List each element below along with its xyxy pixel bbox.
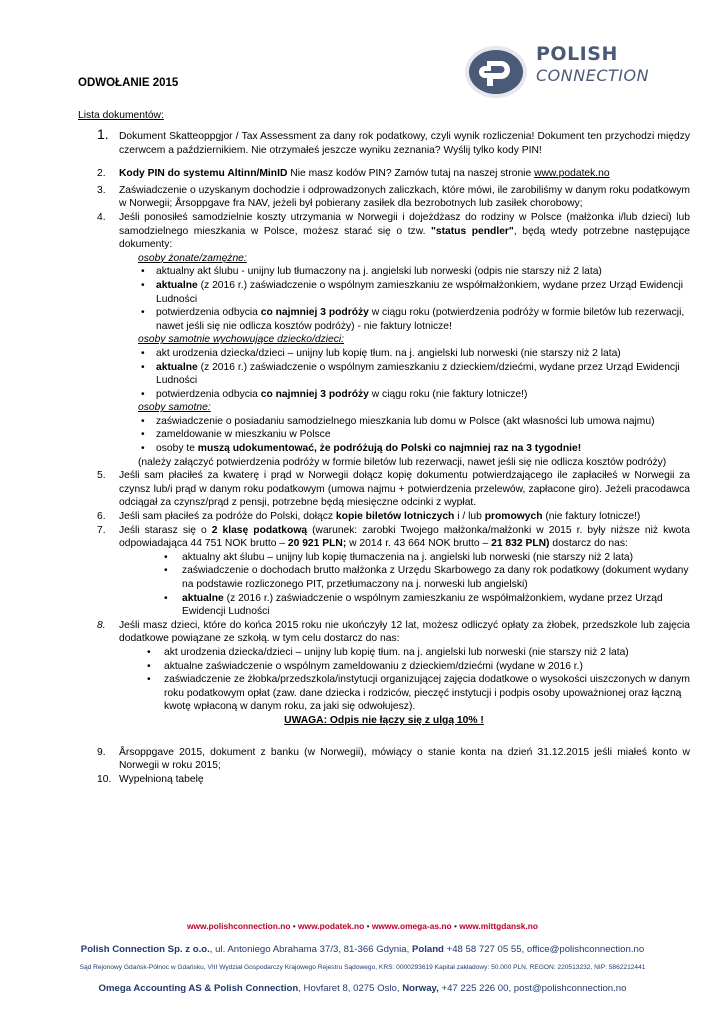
- item-number: 4.: [97, 211, 106, 223]
- bullet-item: [78, 428, 690, 442]
- bullet-text: potwierdzenia odbycia: [156, 307, 261, 319]
- footer-country: Poland: [411, 944, 444, 955]
- bullet-item: [78, 660, 690, 674]
- list-item: [78, 211, 690, 252]
- item-text: Dokument Skatteoppgjor / Tax Assessment za dany rok podatkowy, czyli wynik rozliczenia! Dokument ten przychodzi między czerwcem a październikiem. Nie otrzymałeś jeszcze wyniku zeznania? Wyślij tylko kody PIN!: [119, 131, 690, 156]
- item-text-bold: "status pendler": [430, 225, 514, 237]
- bullet-text: zaświadczenie o dochodach brutto małżonka z Urzędu Skarbowego za dany rok podatkowy (dokument wydany na podstawie rozliczonego PIT, przetłumaczony na j. norweski lub angielski): [182, 565, 689, 590]
- item-number: 8.: [97, 619, 106, 631]
- item-text-bold: 2 klasę podatkową: [211, 524, 308, 536]
- list-item: [78, 184, 690, 211]
- bullet-text-bold: aktualne: [156, 361, 198, 373]
- bullet-text: akt urodzenia dziecka/dzieci – unijny lub kopię tłum. na j. angielski lub norweski (nie starszy niż 2 lata): [164, 646, 629, 658]
- footer-link[interactable]: www.polishconnection.no: [187, 921, 291, 931]
- footer-link[interactable]: wwww.omega-as.no: [371, 921, 452, 931]
- item-number: 2.: [97, 168, 106, 180]
- item-text: w 2014 r. 43 664 NOK brutto –: [346, 538, 492, 550]
- item-text-bold: kopie biletów lotniczych: [335, 511, 455, 523]
- separator: •: [366, 921, 370, 931]
- logo-text-polish: POLISH: [536, 43, 618, 65]
- list-item: [78, 469, 690, 510]
- list-item: [78, 773, 690, 787]
- separator: •: [292, 921, 296, 931]
- document-list: [78, 126, 690, 786]
- item-text: Jeśli sam płaciłeś za kwaterę i prąd w Norwegii dołącz kopię dokumentu potwierdzającego ile zapłaciłeś w Norwegii za czynsz lub/i prąd w danym roku podatkowym (umowa najmu + potwierdzenia przelewów, zapłacone giro). Jeżeli pracodawca odciągał za czynsz/prąd z pensji, potrzebne będą miesięczne odcinki z wypłat.: [119, 470, 690, 509]
- bullet-item: [78, 551, 690, 565]
- bullet-item: [78, 592, 690, 619]
- item-text: Jeśli masz dzieci, które do końca 2015 roku nie ukończyły 12 lat, możesz odliczyć opłaty za żłobek, przedszkole lub zajęcia dodatkowe powiązane ze szkołą. w tym celu dostarcz do nas:: [119, 619, 690, 645]
- subheading-single-parents: osoby samotnie wychowujące dziecko/dzieci:: [138, 334, 345, 346]
- bullet-text: (z 2016 r.) zaświadczenie o wspólnym zamieszkaniu z dzieckiem/dziećmi, wydane przez Urząd Ewidencji Ludności: [156, 361, 680, 387]
- item-number: 3.: [97, 184, 106, 196]
- list-item: [78, 619, 690, 646]
- list-item: [78, 167, 690, 181]
- bullet-text: aktualny akt ślubu - unijny lub tłumaczony na j. angielski lub norweski (odpis nie starszy niż 2 lata): [156, 266, 602, 278]
- bullet-item: [78, 415, 690, 429]
- separator: •: [453, 921, 457, 931]
- bullet-text-bold: co najmniej 3 podróży: [260, 388, 369, 400]
- bullet-text: w ciągu roku (potwierdzenia podróży w formie biletów lub rezerwacji, nawet jeśli się nie odlicza kosztów podróży) - nie faktury lotnicze!: [156, 307, 685, 332]
- bullet-text-bold: muszą udokumentować, że podróżują do Polski co najmniej raz na 3 tygodnie!: [197, 443, 582, 455]
- page-title: ODWOŁANIE 2015: [78, 77, 179, 89]
- item-text: Årsoppgave 2015, dokument z banku (w Norwegii), mówiący o stanie konta na dzień 31.12.2015 jeśli miałeś konto w Norwegii w roku 2015;: [119, 746, 690, 772]
- footer-company: Omega Accounting AS & Polish Connection: [98, 983, 299, 994]
- bullet-item: [78, 564, 690, 591]
- bullet-item: [78, 265, 690, 279]
- item-text-bold: promowych: [484, 511, 543, 523]
- footer-registry: Sąd Rejonowy Gdańsk-Północ w Gdańsku, VIII Wydział Gospodarczy Krajowego Rejestru Sądowego, KRS: 0000293619 Kapitał zakładowy: 50.000 PLN, REGON: 220513232, NIP: 5862212441: [79, 964, 646, 971]
- item-text: dostarcz do nas:: [549, 538, 628, 550]
- bullet-text-bold: co najmniej 3 podróży: [260, 307, 369, 319]
- list-header: Lista dokumentów:: [78, 110, 164, 121]
- item-number: 6.: [97, 511, 106, 523]
- list-item: [78, 524, 690, 551]
- travel-note: (należy załączyć potwierdzenia podróży w formie biletów lub rezerwacji, nawet jeśli się nie odlicza kosztów podróży): [138, 456, 667, 468]
- item-text: , będą wtedy potrzebne następujące dokumenty:: [119, 225, 690, 251]
- bullet-text-bold: aktualne: [182, 592, 224, 604]
- cp-logo-icon: [463, 44, 529, 100]
- footer-address-poland: [0, 943, 725, 957]
- list-item: [78, 126, 690, 157]
- subheading-singles: osoby samotne:: [138, 402, 211, 414]
- item-number: 9.: [97, 746, 106, 758]
- item-number: 1.: [97, 126, 109, 142]
- item-number: 10.: [97, 773, 112, 785]
- bullet-text: osoby te: [156, 443, 198, 455]
- item-text: Jeśli sam płaciłeś za podróże do Polski, dołącz: [119, 511, 336, 523]
- bullet-item: [78, 361, 690, 388]
- footer-link[interactable]: www.podatek.no: [298, 921, 365, 931]
- podatek-link[interactable]: www.podatek.no: [534, 168, 610, 180]
- item-text: (nie faktury lotnicze!): [542, 511, 641, 523]
- footer-text: , Hovfaret 8, 0275 Oslo,: [298, 983, 403, 994]
- footer-text: , ul. Antoniego Abrahama 37/3, 81-366 Gdynia,: [209, 944, 412, 955]
- bullet-item: [78, 347, 690, 361]
- bullet-text-bold: aktualne: [156, 279, 198, 291]
- bullet-text: aktualne zaświadczenie o wspólnym zameldowaniu z dzieckiem/dziećmi (wydane w 2016 r.): [164, 660, 583, 672]
- item-text: (warunek: zarobki Twojego małżonka/małżonki w 2015 r. były niższe niż kwota odpowiadająca 44 751 NOK brutto –: [119, 524, 690, 550]
- bullet-text: potwierdzenia odbycia: [156, 388, 261, 400]
- bullet-text: zaświadczenie ze żłobka/przedszkola/instytucji organizującej zajęcia dodatkowe o wysokości uiszczonych w danym roku podatkowym opłat (zaw. dane dziecka i rodziców, pieczęć instytucji i podpis osoby upoważnionej oraz łączną kwotę wpłaconą w danym roku, za jaki się odwołujesz).: [164, 674, 690, 713]
- item-text: Jeśli ponosiłeś samodzielnie koszty utrzymania w Norwegii i dojeżdżasz do rodziny w Polsce (małżonka i/lub dzieci) lub samodzielnego mieszkania w Polsce, możesz starać się o tzw.: [119, 211, 690, 237]
- item-text-bold: 21 832 PLN): [491, 538, 550, 550]
- bullet-text: (z 2016 r.) zaświadczenie o wspólnym zamieszkaniu ze współmałżonkiem, wydane przez Urząd Ewidencji Ludności: [182, 592, 663, 618]
- bullet-item: [78, 646, 690, 660]
- item-text-bold: Kody PIN do systemu Altinn/MinID: [119, 168, 288, 180]
- footer-country: Norway,: [402, 983, 439, 994]
- footer-text: +47 225 226 00, post@polishconnection.no: [438, 983, 627, 994]
- item-text: Wypełnioną tabelę: [119, 773, 204, 785]
- footer-text: +48 58 727 05 55, office@polishconnection.no: [443, 944, 645, 955]
- subheading-married: osoby żonate/zamężne:: [138, 252, 247, 264]
- bullet-item: [78, 673, 690, 714]
- footer-link[interactable]: www.mittgdansk.no: [459, 921, 538, 931]
- footer-company: Polish Connection Sp. z o.o.: [80, 944, 210, 955]
- item-text: i / lub: [454, 511, 485, 523]
- bullet-item: [78, 442, 690, 456]
- bullet-text: (z 2016 r.) zaświadczenie o wspólnym zamieszkaniu ze współmałżonkiem, wydane przez Urząd Ewidencji Ludności: [156, 279, 684, 305]
- item-text: Jeśli starasz się o: [119, 524, 212, 536]
- bullet-text: aktualny akt ślubu – unijny lub kopię tłumaczenia na j. angielski lub norweski (nie starszy niż 2 lata): [182, 551, 634, 563]
- footer-address-norway: [0, 982, 725, 996]
- item-number: 7.: [97, 524, 106, 536]
- logo-text-connection: CONNECTION: [536, 66, 650, 85]
- item-text: Nie masz kodów PIN? Zamów tutaj na naszej stronie: [287, 168, 535, 180]
- bullet-item: [78, 306, 690, 333]
- warning-note: UWAGA: Odpis nie łączy się z ulgą 10% !: [284, 714, 484, 726]
- bullet-item: [78, 388, 690, 402]
- item-number: 5.: [97, 470, 106, 482]
- item-text-bold: 20 921 PLN;: [287, 538, 347, 550]
- list-item: [78, 510, 690, 524]
- bullet-text: zameldowanie w mieszkaniu w Polsce: [156, 429, 331, 441]
- list-item: [78, 746, 690, 773]
- bullet-text: akt urodzenia dziecka/dzieci – unijny lub kopię tłum. na j. angielski lub norweski (nie starszy niż 2 lata): [156, 347, 621, 359]
- bullet-item: [78, 279, 690, 306]
- bullet-text: zaświadczenie o posiadaniu samodzielnego mieszkania lub domu w Polsce (akt własności lub umowa najmu): [156, 415, 655, 427]
- company-logo: [463, 44, 663, 100]
- footer-links: [0, 920, 725, 934]
- bullet-text: w ciągu roku (nie faktury lotnicze!): [368, 388, 528, 400]
- item-text: Zaświadczenie o uzyskanym dochodzie i odprowadzonych zaliczkach, które mówi, ile zarobiliśmy w danym roku podatkowym w Norwegii; Årsoppgave fra NAV, jeżeli był pobierany zasiłek dla bezrobotnych lub zasiłek chorobowy;: [119, 184, 690, 210]
